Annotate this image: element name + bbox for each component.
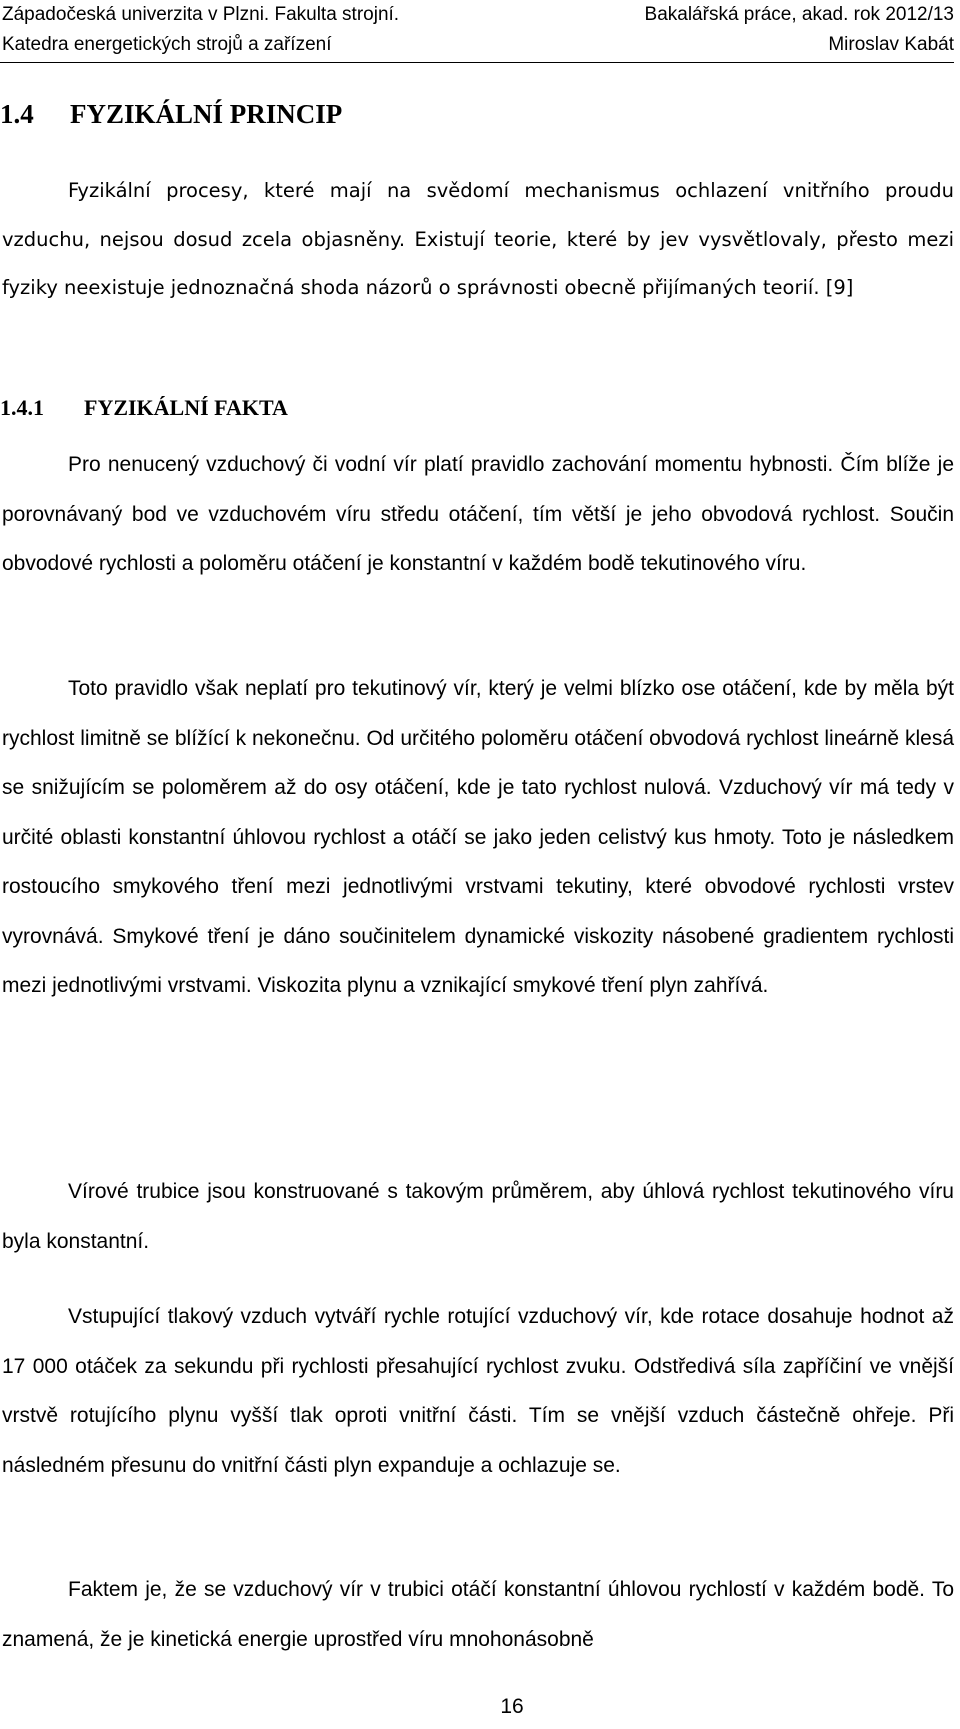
header-department: Katedra energetických strojů a zařízení: [2, 34, 332, 55]
header-author: Miroslav Kabát: [828, 34, 954, 55]
header-row-bottom: [0, 30, 954, 59]
paragraph-tube-design: Vírové trubice jsou konstruované s takovým průměrem, aby úhlová rychlost tekutinového víru byla konstantní.: [2, 1180, 954, 1253]
section-heading: [0, 97, 342, 131]
paragraph-viscosity: Toto pravidlo však neplatí pro tekutinový vír, který je velmi blízko ose otáčení, kde by měla být rychlost limitně se blížící k nekonečnu. Od určitého poloměru otáčení obvodová rychlost lineárně klesá se snižujícím se poloměrem až do osy otáčení, kde je tato rychlost nulová. Vzduchový vír má tedy v určité oblasti konstantní úhlovou rychlost a otáčí se jako jeden celistvý kus hmoty. Toto je následkem rostoucího smykového tření mezi jednotlivými vrstvami tekutiny, které obvodové rychlosti vrstev vyrovnává. Smykové tření je dáno součinitelem dynamické viskozity násobené gradientem rychlosti mezi jednotlivými vrstvami. Viskozita plynu a vznikající smykové tření plyn zahřívá.: [2, 677, 954, 997]
paragraph-angular-momentum: Pro nenucený vzduchový či vodní vír platí pravidlo zachování momentu hybnosti. Čím blíže je porovnávaný bod ve vzduchovém víru středu otáčení, tím větší je jeho obvodová rychlost. Součin obvodové rychlosti a poloměru otáčení je konstantní v každém bodě tekutinového víru.: [2, 453, 954, 575]
subsection-number: 1.4.1: [0, 395, 44, 420]
page-number: 16: [500, 1695, 524, 1718]
paragraph-rotation: Vstupující tlakový vzduch vytváří rychle rotující vzduchový vír, kde rotace dosahuje hodnot až 17 000 otáček za sekundu při rychlosti přesahující rychlost zvuku. Odstředivá síla zapříčiní ve vnější vrstvě rotujícího plynu vyšší tlak oproti vnitřní části. Tím se vnější vzduch částečně ohřeje. Při následném přesunu do vnitřní části plyn expanduje a ochlazuje se.: [2, 1305, 954, 1477]
header-row-top: [0, 0, 954, 29]
section-number: 1.4: [0, 99, 34, 129]
subsection-heading: [0, 393, 288, 423]
section-title: FYZIKÁLNÍ PRINCIP: [70, 99, 343, 129]
page-header: [0, 0, 954, 63]
paragraph-kinetic-energy: Faktem je, že se vzduchový vír v trubici otáčí konstantní úhlovou rychlostí v každém bodě. To znamená, že je kinetická energie uprostřed víru mnohonásobně: [2, 1578, 954, 1651]
header-university: Západočeská univerzita v Plzni. Fakulta strojní.: [2, 4, 400, 25]
intro-paragraph: Fyzikální procesy, které mají na svědomí mechanismus ochlazení vnitřního proudu vzduchu, nejsou dosud zcela objasněny. Existují teorie, které by jev vysvětlovaly, přesto mezi fyziky neexistuje jednoznačná shoda názorů o správnosti obecně přijímaných teorií. [9]: [2, 179, 954, 299]
subsection-title: FYZIKÁLNÍ FAKTA: [84, 395, 288, 420]
header-thesis-info: Bakalářská práce, akad. rok 2012/13: [644, 4, 954, 25]
